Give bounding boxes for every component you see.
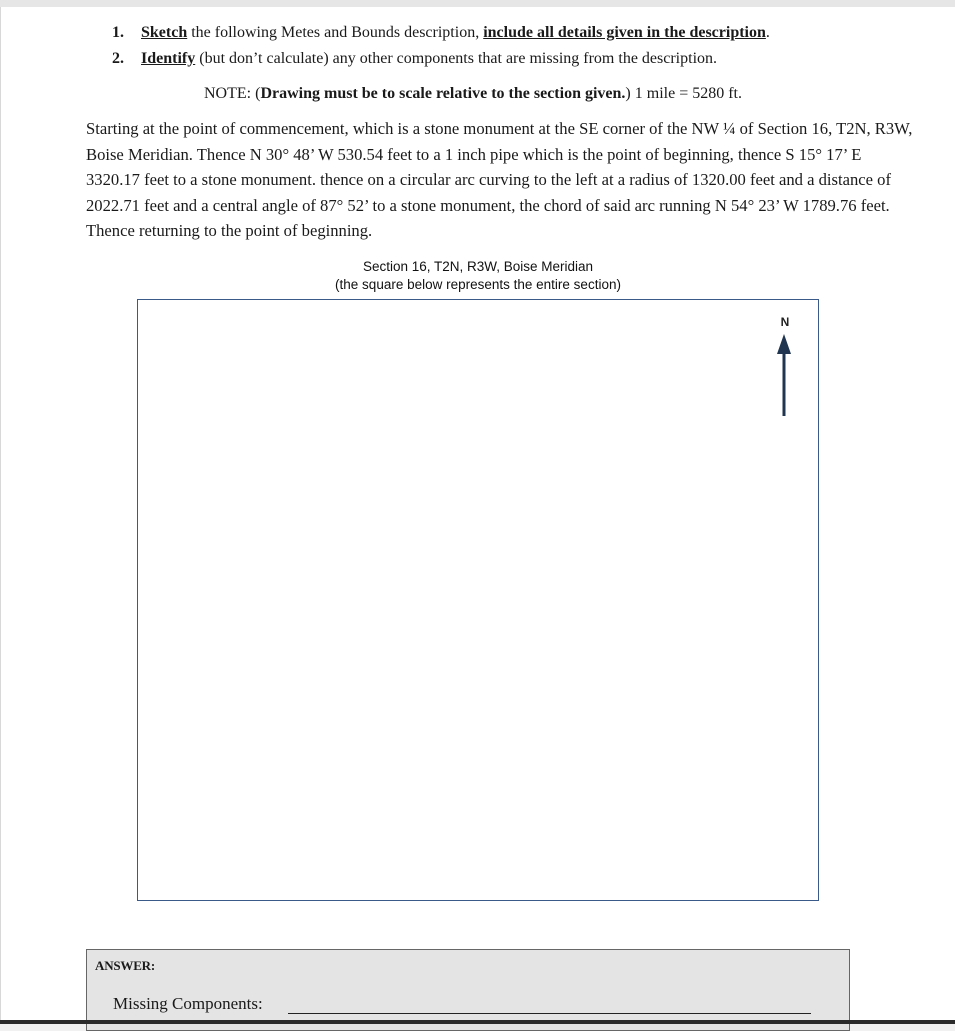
section-drawing-area[interactable] [137, 299, 819, 901]
instruction-emphasis: include all details given in the description [483, 24, 766, 41]
instruction-text: (but don’t calculate) any other components that are missing from the description. [195, 50, 718, 67]
instruction-tail: . [765, 24, 770, 41]
instruction-keyword: Identify [141, 50, 196, 67]
note-bold: Drawing must be to scale relative to the section given. [260, 85, 626, 102]
note-prefix: NOTE: ( [204, 85, 261, 102]
instruction-text: the following Metes and Bounds description, [187, 24, 484, 41]
instruction-2 [112, 49, 717, 69]
viewer-bottom-edge [0, 1020, 955, 1024]
missing-components-blank[interactable] [288, 1013, 811, 1014]
viewer-top-bar [0, 0, 955, 7]
metes-bounds-description: Starting at the point of commencement, which is a stone monument at the SE corner of the NW ¼ of Section 16, T2N, R3W, Boise Meridian. Thence N 30° 48’ W 530.54 feet to a 1 inch pipe which is the point of beginning, thence S 15° 17’ E 3320.17 feet to a stone monument. thence on a circular arc curving to the left at a radius of 1320.00 feet and a distance of 2022.71 feet and a central angle of 87° 52’ to a stone monument, the chord of said arc running N 54° 23’ W 1789.76 feet. Thence returning to the point of beginning. [86, 119, 913, 241]
missing-components-label: Missing Components: [113, 994, 263, 1013]
section-title: Section 16, T2N, R3W, Boise Meridian [362, 259, 594, 274]
section-subtitle: (the square below represents the entire section) [335, 277, 621, 292]
scale-note [204, 84, 742, 104]
instruction-1 [112, 23, 770, 43]
north-label: N [780, 315, 790, 329]
instruction-number: 2. [112, 50, 124, 67]
answer-box [86, 949, 850, 1031]
north-arrow-icon [776, 334, 792, 418]
answer-label: ANSWER: [95, 958, 155, 973]
instruction-number: 1. [112, 24, 124, 41]
note-suffix: ) 1 mile = 5280 ft. [625, 85, 742, 102]
instruction-keyword: Sketch [141, 24, 188, 41]
